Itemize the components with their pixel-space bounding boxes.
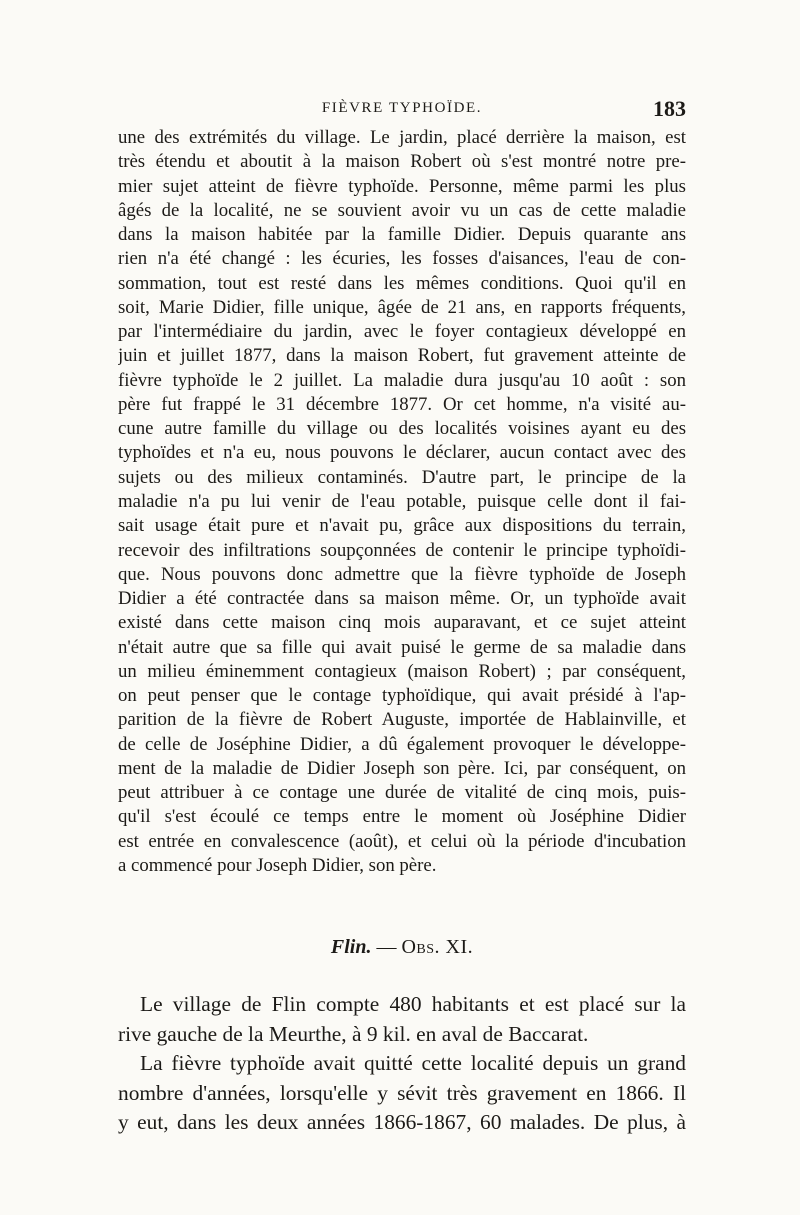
section-place: Flin.	[330, 936, 372, 958]
text-line: Didier a été contractée dans sa maison même. Or, un typhoïde avait	[118, 588, 686, 610]
text-line: typhoïdes et n'a eu, nous pouvons le déclarer, aucun contact avec des	[118, 442, 686, 464]
text-line: par l'intermédiaire du jardin, avec le foyer contagieux développé en	[118, 321, 686, 343]
text-line: peut attribuer à ce contage une durée de vitalité de cinq mois, puis-	[118, 782, 686, 804]
observation-text-large	[118, 990, 686, 1138]
text-line: cune autre famille du village ou des localités voisines ayant eu des	[118, 418, 686, 440]
text-line: rive gauche de la Meurthe, à 9 kil. en aval de Baccarat.	[118, 1021, 589, 1046]
text-line: recevoir des infiltrations soupçonnées de contenir le principe typhoïdi-	[118, 539, 686, 561]
text-line: est entrée en convalescence (août), et celui où la période d'incubation	[118, 830, 686, 852]
text-line: dans la maison habitée par la famille Didier. Depuis quarante ans	[118, 224, 686, 246]
section-heading	[118, 932, 686, 962]
running-head	[118, 96, 686, 122]
text-line: père fut frappé le 31 décembre 1877. Or cet homme, n'a visité au-	[118, 393, 686, 415]
observation-text-small	[118, 126, 686, 878]
text-line: sujets ou des milieux contaminés. D'autre part, le principe de la	[118, 466, 686, 488]
text-line: sommation, tout est resté dans les mêmes conditions. Quoi qu'il en	[118, 272, 686, 294]
text-line: existé dans cette maison cinq mois auparavant, et ce sujet atteint	[118, 612, 686, 634]
text-line: juin et juillet 1877, dans la maison Robert, fut gravement atteinte de	[118, 345, 686, 367]
text-line: on peut penser que le contage typhoïdique, qui avait présidé à l'ap-	[118, 685, 686, 707]
section-separator: —	[371, 936, 402, 958]
text-line: Le village de Flin compte 480 habitants et est placé sur la	[140, 992, 686, 1016]
text-line: ment de la maladie de Didier Joseph son père. Ici, par conséquent, on	[118, 757, 686, 779]
text-line: que. Nous pouvons donc admettre que la fièvre typhoïde de Joseph	[118, 563, 686, 585]
text-line: mier sujet atteint de fièvre typhoïde. Personne, même parmi les plus	[118, 175, 686, 197]
text-line: n'était autre que sa fille qui avait puisé le germe de sa maladie dans	[118, 636, 686, 658]
text-line: rien n'a été changé : les écuries, les fosses d'aisances, l'eau de con-	[118, 248, 686, 270]
section-observation-number: Obs. XI.	[401, 936, 474, 958]
running-title: FIÈVRE TYPHOÏDE.	[321, 100, 483, 116]
text-line: sait usage était pure et n'avait pu, grâce aux dispositions du terrain,	[118, 515, 686, 537]
text-line: âgés de la localité, ne se souvient avoir vu un cas de cette maladie	[118, 199, 686, 221]
text-line: une des extrémités du village. Le jardin, placé derrière la maison, est	[118, 127, 686, 148]
text-line: très étendu et aboutit à la maison Robert où s'est montré notre pre-	[118, 151, 686, 173]
text-line: soit, Marie Didier, fille unique, âgée de 21 ans, en rapports fréquents,	[118, 296, 686, 318]
text-line: un milieu éminemment contagieux (maison Robert) ; par conséquent,	[118, 660, 686, 682]
text-line: fièvre typhoïde le 2 juillet. La maladie dura jusqu'au 10 août : son	[118, 369, 686, 391]
text-line: La fièvre typhoïde avait quitté cette localité depuis un grand	[140, 1051, 686, 1075]
text-line: de celle de Joséphine Didier, a dû également provoquer le développe-	[118, 733, 686, 755]
text-line: y eut, dans les deux années 1866-1867, 60 malades. De plus, à	[118, 1110, 686, 1134]
text-line: a commencé pour Joseph Didier, son père.	[118, 854, 437, 876]
text-line: parition de la fièvre de Robert Auguste, importée de Hablainville, et	[118, 709, 686, 731]
page-number: 183	[653, 96, 686, 121]
text-line: nombre d'années, lorsqu'elle y sévit très gravement en 1866. Il	[118, 1080, 686, 1105]
text-line: maladie n'a pu lui venir de l'eau potable, puisque celle dont il fai-	[118, 490, 686, 512]
text-line: qu'il s'est écoulé ce temps entre le moment où Joséphine Didier	[118, 806, 686, 828]
